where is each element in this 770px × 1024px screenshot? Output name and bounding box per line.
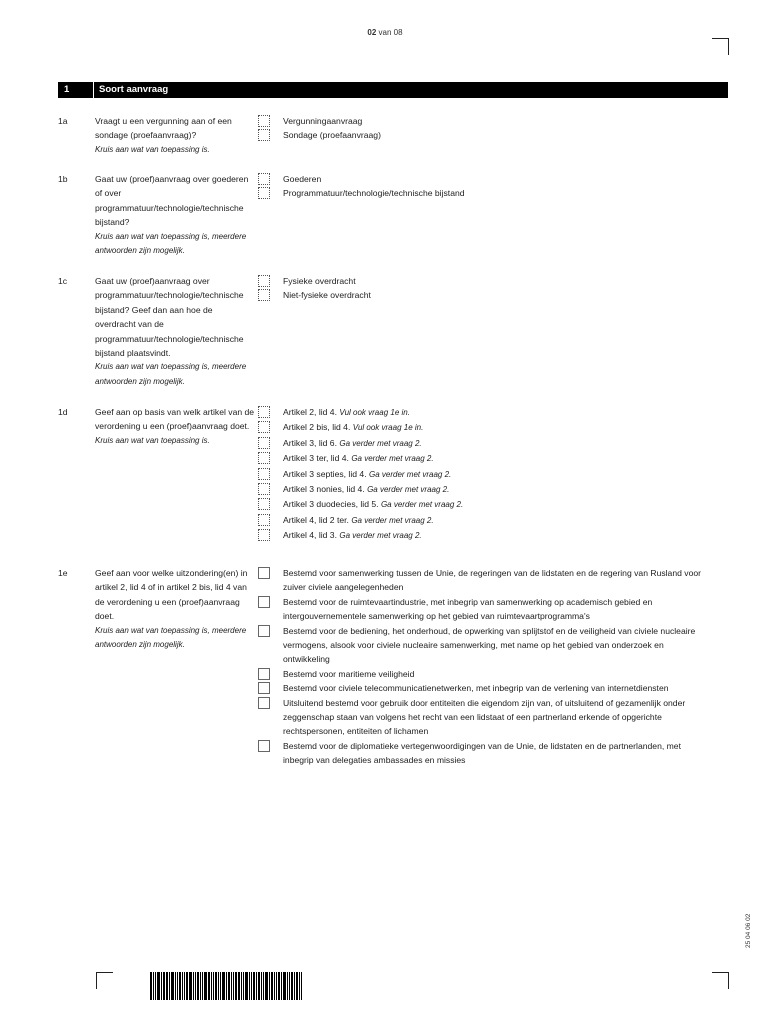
option-row: [258, 288, 730, 302]
option-label: Fysieke overdracht: [283, 276, 356, 286]
barcode-bar: [274, 972, 275, 1000]
question-text: [95, 566, 255, 652]
page-number: [0, 28, 770, 37]
option-row: [258, 274, 730, 288]
option-row: [258, 114, 730, 128]
option-label: Bestemd voor samenwerking tussen de Unie, de regeringen van de lidstaten en de regering van Rusland voor zuiver civiele aangelegenheden: [283, 568, 702, 593]
checkbox[interactable]: [258, 406, 270, 418]
barcode-bar: [208, 972, 210, 1000]
barcode-bar: [202, 972, 203, 1000]
barcode-bar: [182, 972, 183, 1000]
question-label: Gaat uw (proef)aanvraag over goederen of over programmatuur/technologie/technische bijstand?: [95, 174, 249, 228]
option-row: [258, 566, 708, 595]
barcode-bar: [231, 972, 232, 1000]
barcode-bar: [278, 972, 280, 1000]
option-label: Artikel 2 bis, lid 4.: [283, 422, 351, 433]
barcode-bar: [265, 972, 268, 1000]
option-label: Artikel 3 nonies, lid 4.: [283, 484, 365, 495]
option-label: Bestemd voor de bediening, het onderhoud, de opwerking van splijtstof en de veiligheid van civiele nucleaire vermogens, alsook voor civiele nucleaire samenwerking, met name op het gebied van onderzoek en ontwikkeling: [283, 625, 696, 665]
question-label: Geef aan op basis van welk artikel van de verordening u een (proef)aanvraag doet.: [95, 407, 255, 432]
barcode-bar: [249, 972, 250, 1000]
question-id: 1e: [58, 568, 68, 578]
barcode-bar: [157, 972, 160, 1000]
checkbox[interactable]: [258, 625, 270, 637]
barcode-bar: [253, 972, 255, 1000]
barcode-bar: [161, 972, 162, 1000]
question-hint: Kruis aan wat van toepassing is, meerdere antwoorden zijn mogelijk.: [95, 625, 247, 650]
barcode-bar: [150, 972, 152, 1000]
question-text: [95, 405, 255, 448]
section-title: Soort aanvraag: [99, 84, 169, 95]
question-id: 1c: [58, 276, 68, 286]
barcode-bar: [238, 972, 240, 1000]
option-label: Artikel 3 septies, lid 4.: [283, 468, 367, 479]
barcode-bar: [184, 972, 185, 1000]
barcode-bar: [299, 972, 300, 1000]
barcode-bar: [220, 972, 221, 1000]
option-row: [258, 172, 730, 186]
barcode-bar: [251, 972, 252, 1000]
barcode-bar: [204, 972, 207, 1000]
option-label: Artikel 4, lid 3.: [283, 530, 337, 541]
option-label: Artikel 2, lid 4.: [283, 407, 337, 417]
barcode-bar: [233, 972, 234, 1000]
checkbox[interactable]: [258, 452, 270, 464]
barcode-bar: [186, 972, 188, 1000]
option-row: [258, 513, 730, 528]
option-note: Ga verder met vraag 2.: [367, 485, 450, 495]
checkbox[interactable]: [258, 483, 270, 495]
checkbox[interactable]: [258, 567, 270, 579]
question-text: [95, 274, 255, 389]
checkbox[interactable]: [258, 529, 270, 541]
checkbox[interactable]: [258, 421, 270, 433]
option-row: [258, 451, 730, 466]
options: [258, 274, 730, 303]
barcode-bar: [228, 972, 230, 1000]
barcode-bar: [179, 972, 181, 1000]
options: [258, 405, 730, 544]
question-id: 1a: [58, 116, 68, 126]
question-hint: Kruis aan wat van toepassing is, meerdere antwoorden zijn mogelijk.: [95, 362, 247, 386]
option-row: [258, 467, 730, 482]
barcode-bar: [155, 972, 156, 1000]
option-row: [258, 624, 708, 667]
barcode-bar: [235, 972, 237, 1000]
option-label: Bestemd voor maritieme veiligheid: [283, 668, 415, 679]
option-row: [258, 482, 730, 497]
crop-mark-bottom-left: [96, 972, 113, 989]
checkbox[interactable]: [258, 187, 270, 199]
section-header: [58, 82, 728, 98]
option-note: Ga verder met vraag 2.: [351, 515, 434, 525]
barcode-bar: [175, 972, 176, 1000]
option-row: [258, 696, 708, 739]
option-row: [258, 186, 730, 200]
option-label: Artikel 3 ter, lid 4.: [283, 453, 349, 464]
barcode-bar: [153, 972, 154, 1000]
question-hint: Kruis aan wat van toepassing is.: [95, 144, 210, 154]
options: [258, 172, 730, 201]
page-current: 02: [367, 28, 377, 37]
checkbox[interactable]: [258, 275, 270, 287]
checkbox[interactable]: [258, 498, 270, 510]
barcode-bar: [283, 972, 286, 1000]
question-hint: Kruis aan wat van toepassing is.: [95, 435, 210, 445]
checkbox[interactable]: [258, 468, 270, 480]
checkbox[interactable]: [258, 668, 270, 680]
barcode-bar: [197, 972, 199, 1000]
barcode-bar: [189, 972, 192, 1000]
options: [258, 566, 708, 768]
barcode-bar: [193, 972, 194, 1000]
barcode-bar: [177, 972, 178, 1000]
barcode-bar: [211, 972, 212, 1000]
barcode-bar: [294, 972, 295, 1000]
checkbox[interactable]: [258, 289, 270, 301]
checkbox[interactable]: [258, 173, 270, 185]
barcode-bar: [218, 972, 219, 1000]
option-row: [258, 128, 730, 142]
option-row: [258, 667, 708, 681]
option-row: [258, 420, 730, 435]
checkbox[interactable]: [258, 129, 270, 141]
barcode-bar: [258, 972, 260, 1000]
barcode-bar: [245, 972, 248, 1000]
question-text: [95, 114, 255, 157]
barcode-bar: [291, 972, 293, 1000]
option-row: [258, 497, 730, 512]
barcode-bar: [271, 972, 273, 1000]
option-label: Artikel 3, lid 6.: [283, 437, 337, 448]
question-label: Geef aan voor welke uitzondering(en) in artikel 2, lid 4 of in artikel 2 bis, lid 4 van de verordening u een (proef)aanvraag doet.: [95, 568, 248, 622]
question-label: Vraagt u een vergunning aan of een sondage (proefaanvraag)?: [95, 116, 232, 141]
barcode-bar: [195, 972, 196, 1000]
barcode-bar: [281, 972, 282, 1000]
barcode-bar: [213, 972, 214, 1000]
barcode-bar: [171, 972, 174, 1000]
barcode-bar: [226, 972, 227, 1000]
barcode-bar: [200, 972, 201, 1000]
page-total: van 08: [378, 28, 403, 37]
section-number: 1: [64, 84, 70, 95]
option-note: Ga verder met vraag 2.: [339, 531, 422, 541]
barcode-bar: [169, 972, 170, 1000]
option-label: Artikel 4, lid 2 ter.: [283, 514, 349, 525]
barcode-bar: [301, 972, 302, 1000]
checkbox[interactable]: [258, 115, 270, 127]
barcode-bar: [287, 972, 288, 1000]
option-label: Bestemd voor de diplomatieke vertegenwoordigingen van de Unie, de lidstaten en de partnerlanden, met inbegrip van delegaties ambassades en missies: [283, 740, 681, 766]
question-id: 1d: [58, 407, 68, 417]
option-note: Vul ook vraag 1e in.: [352, 423, 424, 433]
checkbox[interactable]: [258, 596, 270, 608]
question-label: Gaat uw (proef)aanvraag over programmatuur/technologie/technische bijstand? Geef dan aan hoe de overdracht van de programmatuur/technologie/technische bijstand plaatsvindt.: [95, 276, 244, 359]
checkbox[interactable]: [258, 437, 270, 449]
option-note: Ga verder met vraag 2.: [368, 469, 452, 479]
option-label: Niet-fysieke overdracht: [283, 290, 371, 301]
crop-mark-top-right: [712, 38, 729, 55]
option-row: [258, 595, 708, 624]
barcode-bar: [296, 972, 298, 1000]
barcode-bar: [243, 972, 244, 1000]
form-code: 25 04 06 02: [745, 913, 752, 948]
barcode-bar: [261, 972, 262, 1000]
barcode: [150, 972, 315, 1000]
option-label: Artikel 3 duodecies, lid 5.: [283, 499, 379, 510]
option-note: Ga verder met vraag 2.: [351, 454, 434, 464]
crop-mark-bottom-right: [712, 972, 729, 989]
option-row: [258, 405, 730, 420]
checkbox[interactable]: [258, 682, 270, 694]
question-text: [95, 172, 255, 258]
barcode-bar: [166, 972, 168, 1000]
barcode-bar: [263, 972, 264, 1000]
checkbox[interactable]: [258, 740, 270, 752]
checkbox[interactable]: [258, 697, 270, 709]
barcode-bar: [256, 972, 257, 1000]
option-row: [258, 528, 730, 543]
option-label: Uitsluitend bestemd voor gebruik door entiteiten die eigendom zijn van, of uitsluitend of gezamenlijk onder zeggenschap staan van volgens het recht van een lidstaat of een partnerland erkende of opgerichte rechtspersonen, entiteiten of lichamen: [283, 697, 686, 737]
option-label: Bestemd voor de ruimtevaartindustrie, met inbegrip van samenwerking op academisch gebied en intergouvernementele samenwerking op het gebied van ruimtevaartprogramma's: [283, 596, 653, 622]
option-label: Vergunningaanvraag: [283, 116, 363, 126]
barcode-bar: [276, 972, 277, 1000]
barcode-bar: [163, 972, 165, 1000]
option-note: Ga verder met vraag 2.: [380, 500, 464, 510]
option-note: Vul ook vraag 1e in.: [339, 408, 410, 417]
barcode-bar: [215, 972, 217, 1000]
checkbox[interactable]: [258, 514, 270, 526]
options: [258, 114, 730, 143]
option-note: Ga verder met vraag 2.: [339, 438, 422, 448]
option-row: [258, 681, 708, 695]
option-label: Programmatuur/technologie/technische bijstand: [283, 188, 465, 199]
option-row: [258, 436, 730, 451]
question-hint: Kruis aan wat van toepassing is, meerdere antwoorden zijn mogelijk.: [95, 231, 247, 256]
section-divider: [93, 82, 94, 98]
barcode-bar: [289, 972, 290, 1000]
option-label: Bestemd voor civiele telecommunicatienetwerken, met inbegrip van de verlening van internetdiensten: [283, 683, 669, 694]
option-label: Sondage (proefaanvraag): [283, 130, 381, 141]
barcode-bar: [241, 972, 242, 1000]
barcode-bar: [269, 972, 270, 1000]
barcode-bar: [222, 972, 225, 1000]
question-id: 1b: [58, 174, 68, 184]
option-label: Goederen: [283, 174, 322, 184]
option-row: [258, 739, 708, 768]
